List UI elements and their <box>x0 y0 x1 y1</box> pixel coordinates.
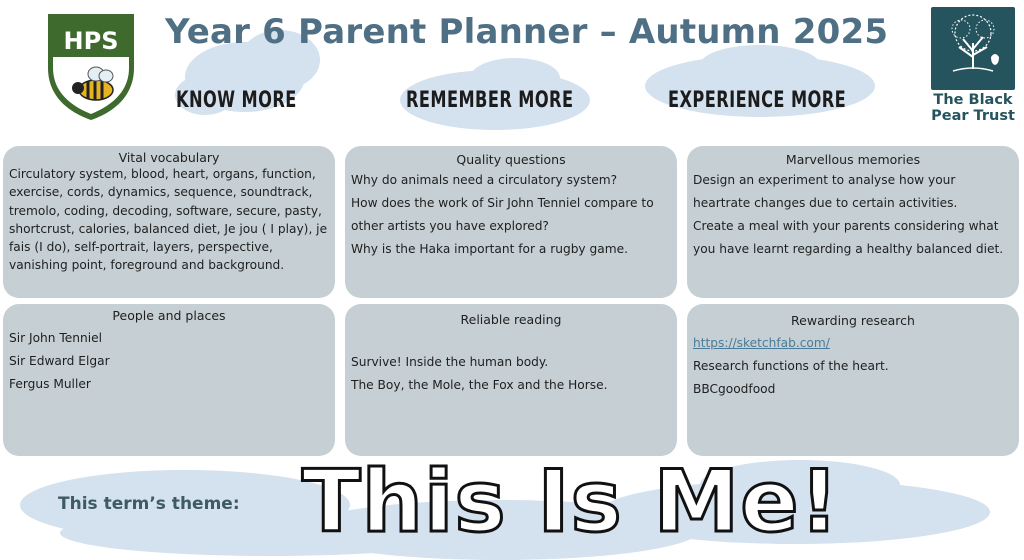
quality-questions-box <box>345 146 677 298</box>
list-item: Research functions of the heart. <box>693 359 889 373</box>
rewarding-research-title: Rewarding research <box>791 313 915 328</box>
rewarding-research-box <box>687 304 1019 456</box>
theme-title: This Is Me! <box>302 452 840 552</box>
sketchfab-link[interactable]: https://sketchfab.com/ <box>693 336 830 350</box>
list-item: Fergus Muller <box>9 377 91 391</box>
header-know-more: KNOW MORE <box>176 88 297 113</box>
vital-vocabulary-title: Vital vocabulary <box>118 150 220 165</box>
quality-questions-title: Quality questions <box>456 152 566 167</box>
reliable-reading-title: Reliable reading <box>460 312 562 327</box>
trust-name-line2: Pear Trust <box>931 108 1015 124</box>
header-experience-more: EXPERIENCE MORE <box>668 88 847 113</box>
list-item: Create a meal with your parents considering what you have learnt regarding a healthy balanced diet. <box>693 219 1004 256</box>
list-item: Survive! Inside the human body. <box>351 355 549 369</box>
page-title: Year 6 Parent Planner – Autumn 2025 <box>165 12 889 52</box>
list-item: The Boy, the Mole, the Fox and the Horse. <box>351 378 608 392</box>
tree-icon <box>952 15 999 71</box>
trust-name-line1: The Black <box>933 92 1013 108</box>
school-logo-text: HPS <box>63 27 119 55</box>
list-item: How does the work of Sir John Tenniel compare to other artists you have explored? <box>351 196 654 233</box>
list-item: Why do animals need a circulatory system? <box>351 173 618 187</box>
list-item: Why is the Haka important for a rugby game. <box>351 242 628 256</box>
list-item: BBCgoodfood <box>693 382 776 396</box>
trust-name <box>925 92 1021 124</box>
theme-label: This term’s theme: <box>58 494 240 514</box>
header-remember-more: REMEMBER MORE <box>406 88 574 113</box>
list-item: Design an experiment to analyse how your heartrate changes due to certain activities. <box>693 173 958 210</box>
school-shield-logo <box>44 10 138 122</box>
vital-vocabulary-text: Circulatory system, blood, heart, organs, function, exercise, cords, dynamics, sequence, soundtrack, tremolo, coding, decoding, software, secure, pasty, shortcrust, calories, balanced diet, Je jou ( I play), je fais (I do), self-portrait, layers, perspective, vanishing point, foreground and background. <box>9 167 328 273</box>
list-item: Sir Edward Elgar <box>9 354 110 368</box>
people-places-title: People and places <box>112 308 226 323</box>
marvellous-memories-title: Marvellous memories <box>785 152 921 167</box>
people-places-box <box>3 304 335 456</box>
vital-vocabulary-box <box>3 146 335 298</box>
reliable-reading-box <box>345 304 677 456</box>
marvellous-memories-box <box>687 146 1019 298</box>
black-pear-trust-logo <box>931 7 1015 90</box>
list-item: Sir John Tenniel <box>9 331 102 345</box>
